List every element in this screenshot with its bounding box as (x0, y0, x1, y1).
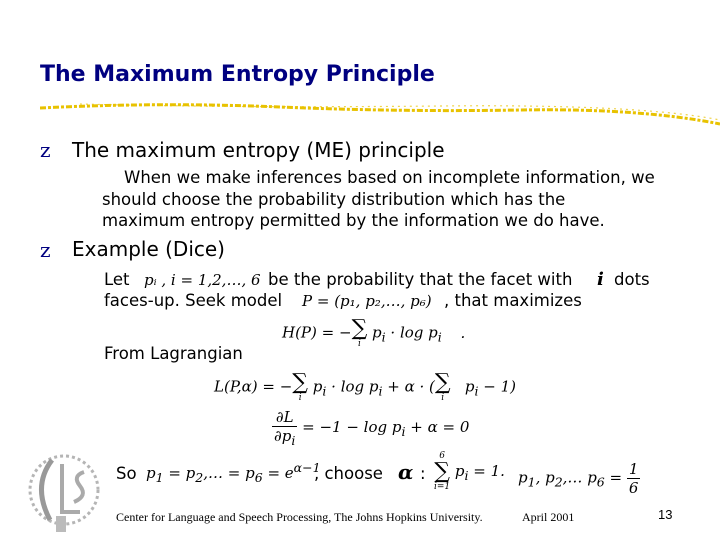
dots-label: dots (614, 270, 650, 289)
bullet-heading-me-principle: The maximum entropy (ME) principle (72, 138, 445, 162)
i-symbol: i (597, 269, 604, 290)
footer-date: April 2001 (522, 510, 575, 524)
maximizes-text: , that maximizes (444, 291, 582, 310)
derivative-equation: $\frac{\partial L}{\partial p_i}$ = $-1 - \log p_i + \alpha = 0$ (274, 408, 470, 448)
colon: : (420, 464, 426, 483)
paragraph-line: should choose the probability distribution which has the (102, 190, 566, 209)
slide-title: The Maximum Entropy Principle (40, 62, 435, 87)
entropy-equation: H(P) = − ∑ i $p_i \cdot \log p_i$ . (282, 316, 466, 349)
paragraph-line: When we make inferences based on incomplete information, we (124, 168, 655, 187)
result-equation: $p_1$, $p_2,\dots$ $p_6$ = $\frac{1}{6}$ (518, 460, 639, 497)
equal-probabilities-equation: $p_1$ = $p_2,\dots = p_6 = e^{\alpha-1}$ (146, 460, 321, 485)
pi-definition-equation: pᵢ , i = 1,2,…, 6 (144, 271, 261, 289)
title-underline (40, 98, 720, 130)
model-equation: P = (p₁, p₂,…, p₆) (302, 292, 432, 310)
clsp-logo-icon (22, 446, 106, 536)
faces-up-text: faces-up. Seek model (104, 291, 283, 310)
bullet-heading-example: Example (Dice) (72, 237, 225, 261)
alpha-symbol: α (398, 460, 414, 484)
choose-text: , choose (314, 464, 383, 483)
bullet-icon: z (40, 138, 51, 162)
page-number: 13 (658, 507, 673, 522)
let-after-text: be the probability that the facet with (268, 270, 573, 289)
so-label: So (116, 464, 137, 483)
constraint-equation: 6 ∑ i=1 $p_i = 1$. (434, 451, 505, 492)
from-lagrangian-label: From Lagrangian (104, 344, 243, 363)
footer-institution: Center for Language and Speech Processing, The Johns Hopkins University. (116, 510, 483, 524)
let-label: Let (104, 270, 130, 289)
bullet-icon: z (40, 238, 51, 262)
paragraph-line: maximum entropy permitted by the information we do have. (102, 211, 605, 230)
lagrangian-equation: L(P,α) = − ∑ i $p_i \cdot \log p_i + \alpha$ · ( ∑ i $p_i - 1$) (214, 370, 517, 403)
